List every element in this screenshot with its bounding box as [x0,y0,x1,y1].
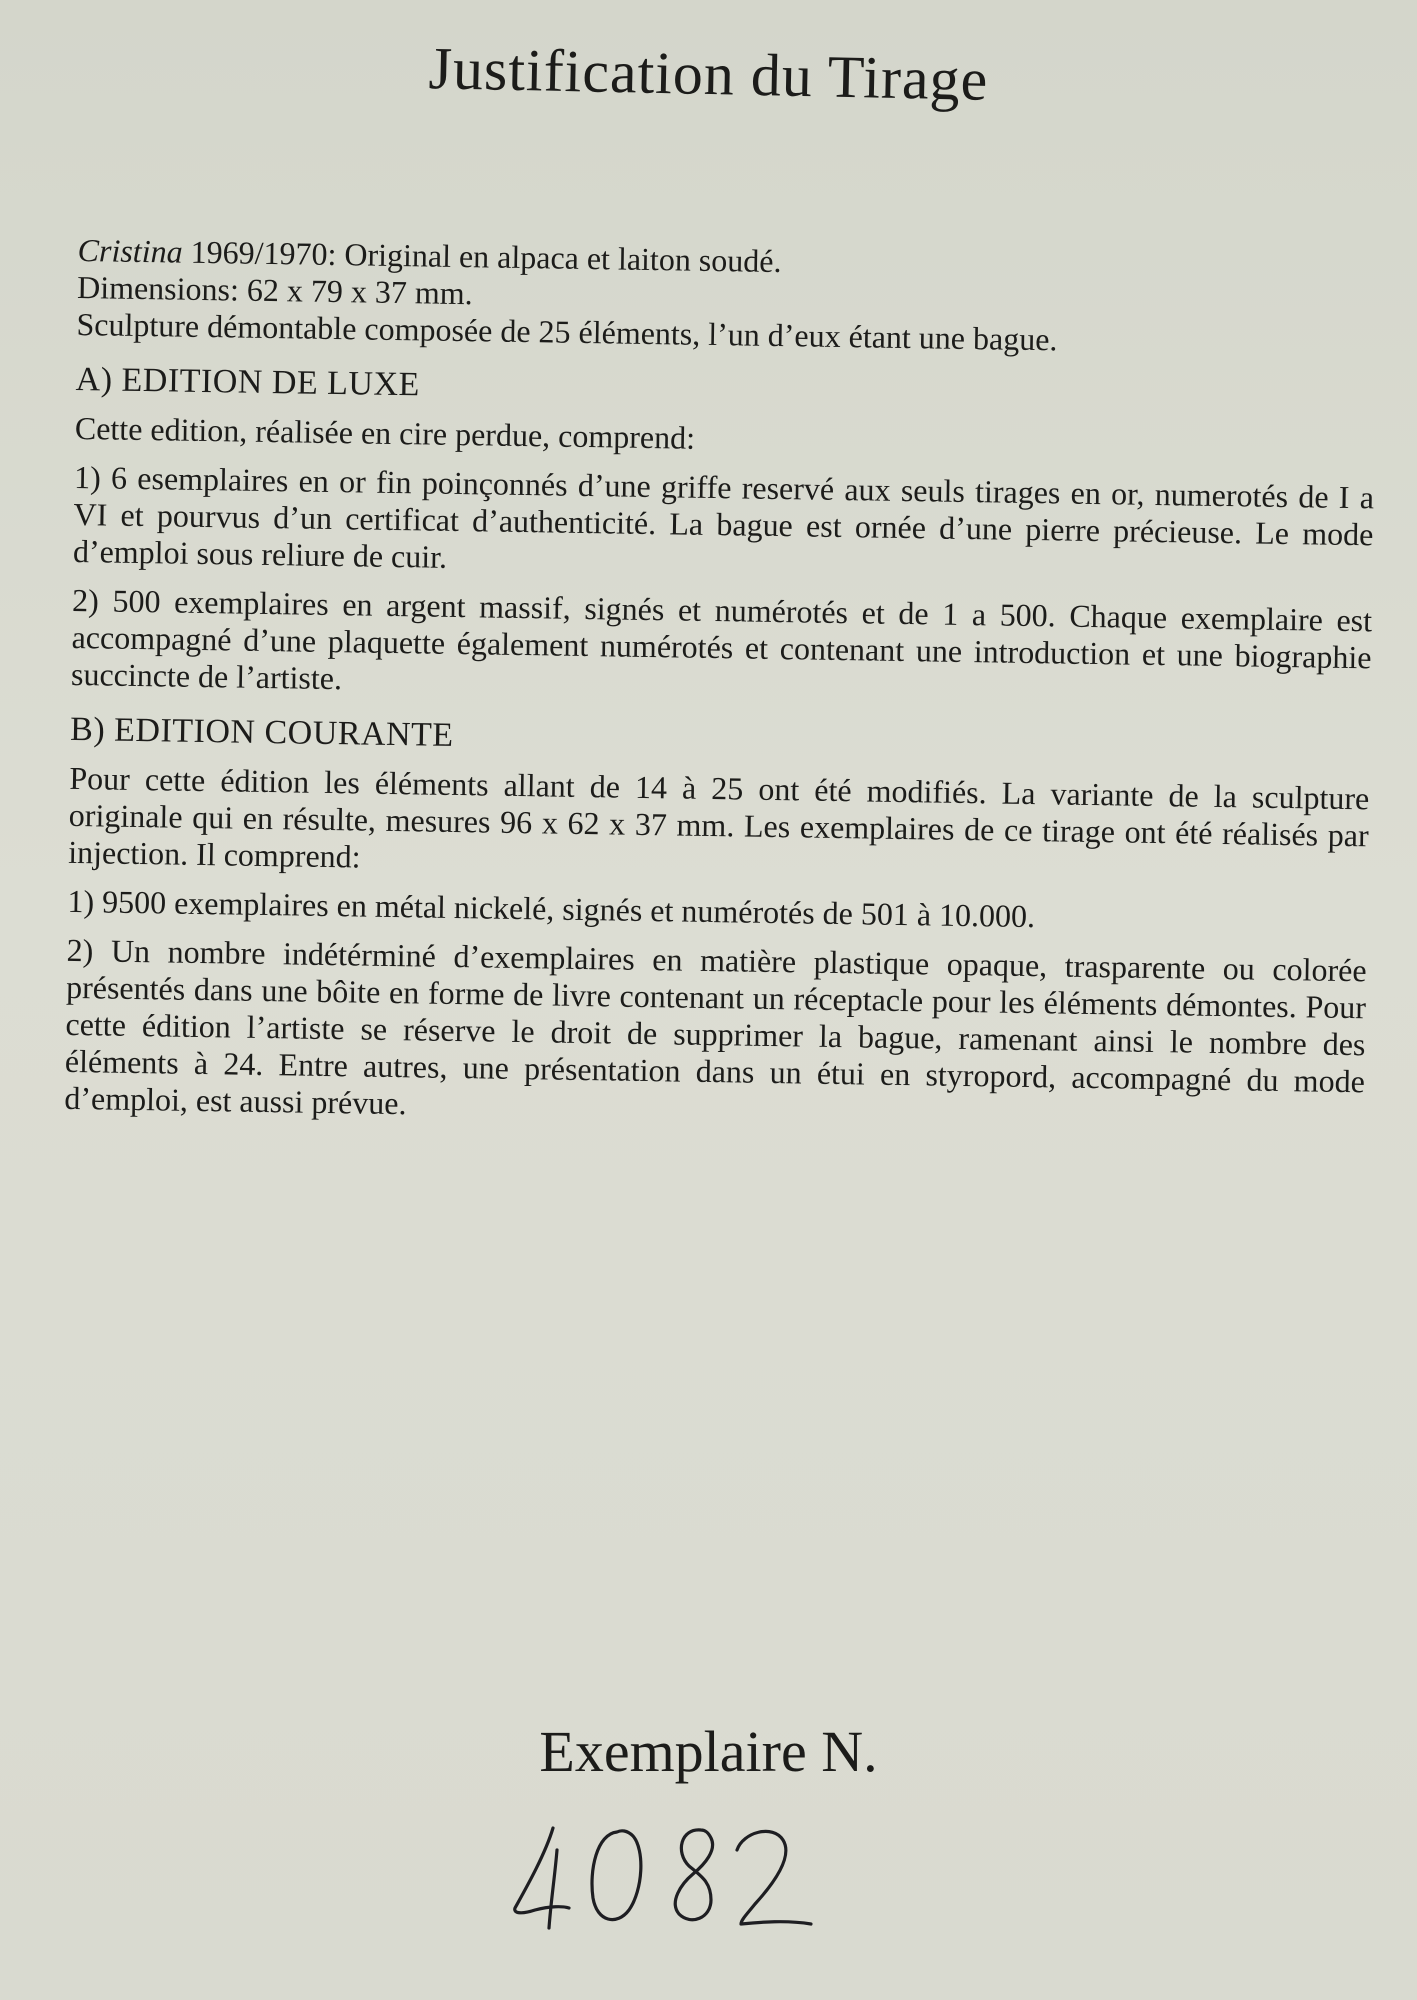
section-a-item-1: 1) 6 esemplaires en or fin poinçonnés d’une griffe reservé aux seuls tirages en or, numerotés de I a VI et pourvus d’un certificat d’authenticité. La bague est ornée d’une pierre précieuse. Le mode d’emploi sous reliure de cuir. [72,458,1375,575]
section-b-item-2: 2) Un nombre indétérminé d’exemplaires en matière plastique opaque, trasparente ou colorée présentés dans une bôite en forme de livre contenant un réceptacle pour les éléments démontes. Pour cette édition l’artiste se réserve le droit de supprimer la bague, ramenant ainsi le nombre des éléments à 24. Entre autres, une présentation dans un étui en styropord, accompagné du mode d’emploi, est aussi prévue. [64,931,1367,1122]
section-b-intro: Pour cette édition les éléments allant de 14 à 25 ont été modifiés. La variante de la sculpture originale qui en résulte, mesures 96 x 62 x 37 mm. Les exemplaires de ce tirage ont été réalisés par injection. Il comprend: [67,759,1370,875]
section-b-heading: B) EDITION COURANTE [69,710,454,754]
intro-line-1-rest: 1969/1970: Original en alpaca et laiton soudé. [182,233,782,280]
page-title: Justification du Tirage [428,35,989,113]
handwritten-number [505,1810,825,1940]
section-a-heading: A) EDITION DE LUXE [75,360,421,404]
handwritten-number-drawing [505,1810,825,1940]
work-name: Cristina [77,232,183,270]
intro-line-2: Dimensions: 62 x 79 x 37 mm. [76,268,473,312]
section-b-item-1: 1) 9500 exemplaires en métal nickelé, signés et numérotés de 501 à 10.000. [67,882,1036,935]
intro-line-3: Sculpture démontable composée de 25 éléments, l’un d’eux étant une bague. [76,305,1058,358]
exemplaire-label: Exemplaire N. [539,1719,878,1784]
section-a-intro: Cette edition, réalisée en cire perdue, comprend: [74,409,696,456]
section-a-item-2: 2) 500 exemplaires en argent massif, signés et numérotés et de 1 a 500. Chaque exemplaire est accompagné d’une plaquette également numérotés et contenant une introduction et une biographie succincte de l’artiste. [70,581,1373,697]
document-body [64,232,1378,1137]
